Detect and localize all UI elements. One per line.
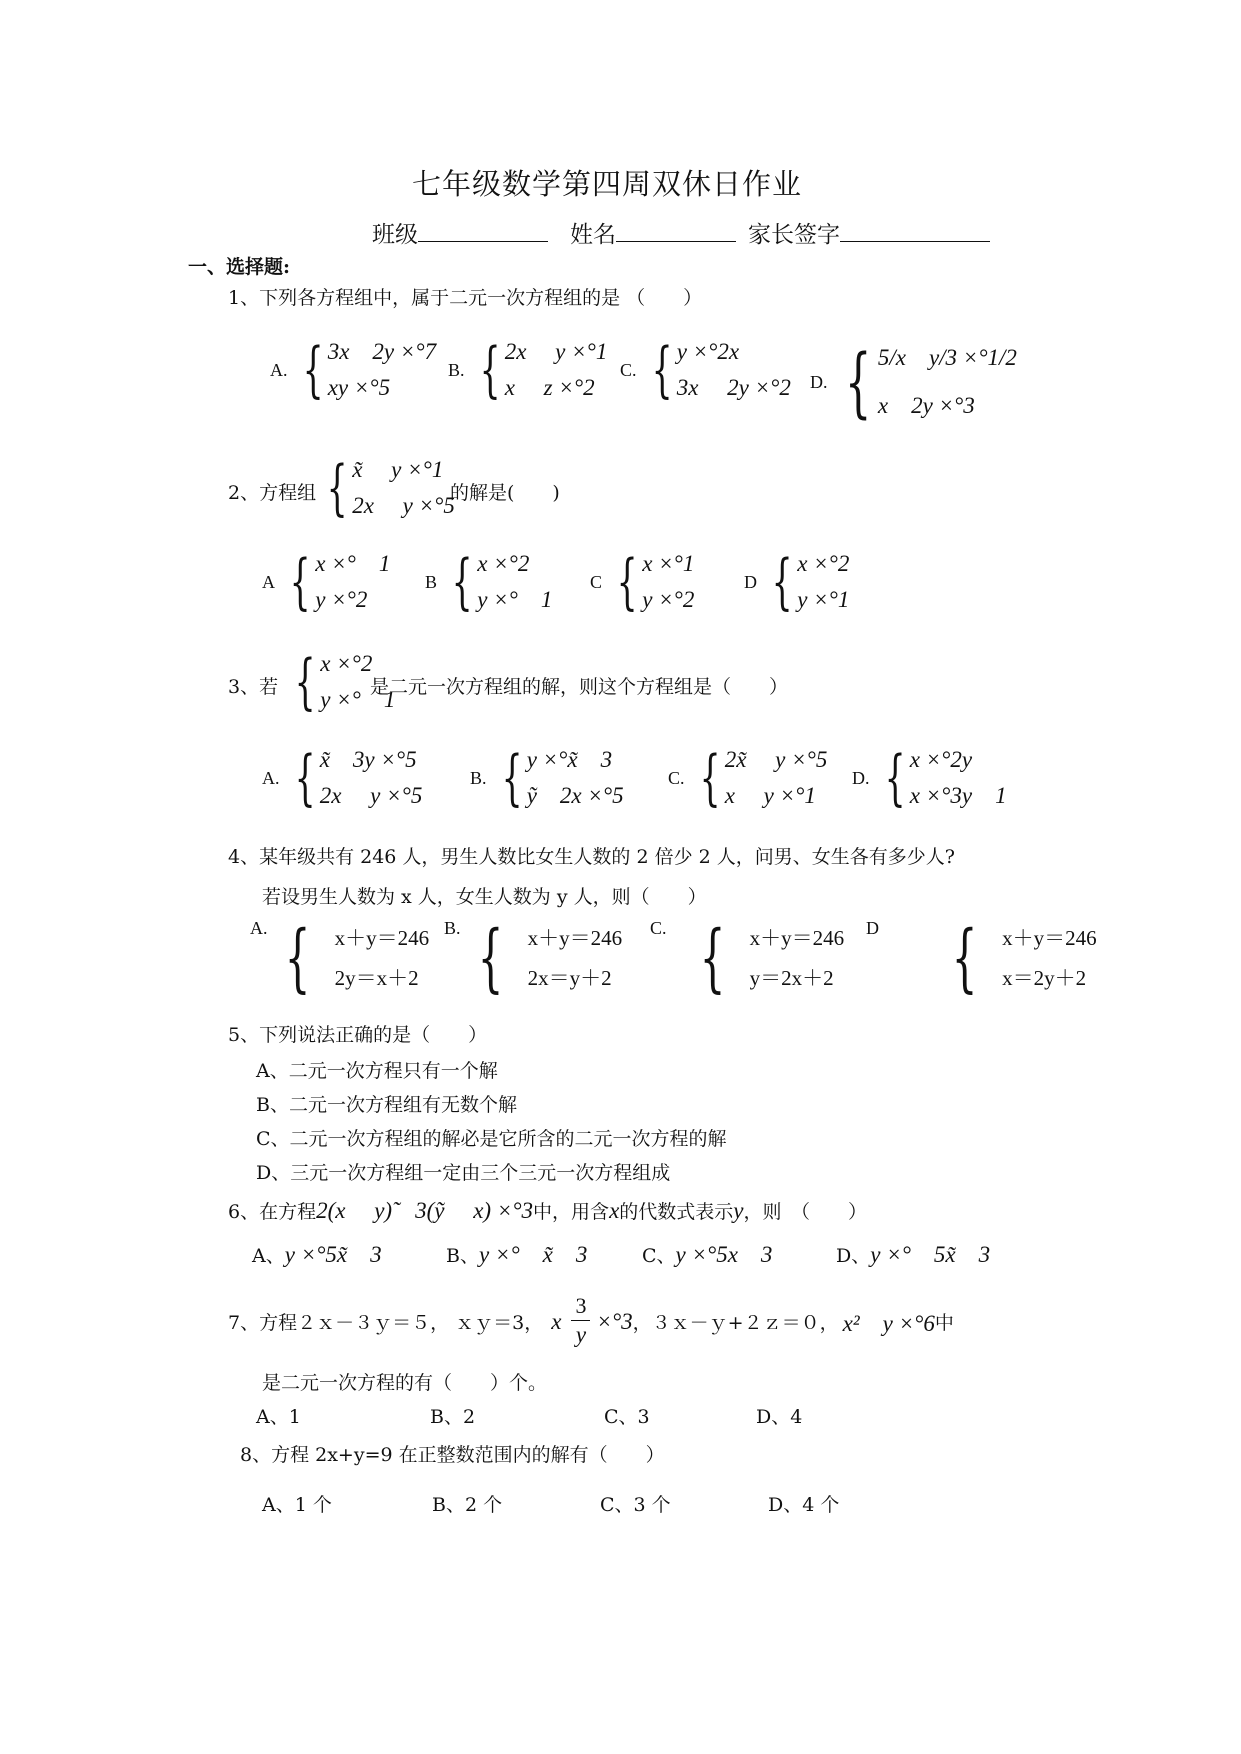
q2-d-line2: y ×°1 xyxy=(797,587,850,612)
brace-icon: { xyxy=(302,335,324,405)
q4-b-line2: 2x＝y＋2 xyxy=(527,966,612,990)
q6-d-expr: y ×° 5x̃ 3 xyxy=(870,1242,991,1267)
q3-option-d xyxy=(852,742,1007,814)
q1-stem: 1、下列各方程组中，属于二元一次方程组的是 （ ） xyxy=(228,287,703,309)
class-blank[interactable] xyxy=(418,219,548,242)
q3-d-line1: x ×°2y xyxy=(909,747,973,772)
q4-option-c xyxy=(650,915,845,1001)
q6-option-d xyxy=(836,1236,990,1269)
q2-option-d xyxy=(744,546,849,618)
q1-option-b xyxy=(448,334,607,406)
brace-icon: { xyxy=(284,915,310,1001)
q4-c-line1: x＋y＝246 xyxy=(749,926,845,950)
brace-icon: { xyxy=(771,547,793,617)
q5-option-c: C、二元一次方程组的解必是它所含的二元一次方程的解 xyxy=(256,1128,727,1150)
brace-icon: { xyxy=(294,743,316,813)
q4-d-line1: x＋y＝246 xyxy=(1002,926,1097,950)
q7-option-d: D、4 xyxy=(756,1406,803,1428)
q6-stem-b: 中，用含 xyxy=(533,1201,610,1223)
q6-d-label: D、 xyxy=(836,1245,871,1267)
q6-stem-a: 6、在方程 xyxy=(228,1201,317,1223)
info-line xyxy=(372,216,990,249)
q7-frac-lhs: x xyxy=(551,1308,562,1334)
q5-option-b: B、二元一次方程组有无数个解 xyxy=(256,1094,517,1116)
q4-option-d-label: D xyxy=(866,918,879,938)
q7-stem-b: ，３ｘ－ｙ+２ｚ＝０， xyxy=(632,1312,839,1334)
q7-frac-den: y xyxy=(575,1322,587,1347)
q2-option-b xyxy=(425,546,552,618)
q6-stem-d: ，则 （ ） xyxy=(743,1201,868,1223)
q1-option-d xyxy=(810,334,1017,430)
q7-stem-a: 7、方程２ｘ－３ｙ＝５， ｘｙ＝3， xyxy=(228,1312,544,1334)
class-label: 班级 xyxy=(372,222,418,248)
q4-option-b-label: B. xyxy=(444,918,461,938)
brace-icon: { xyxy=(616,547,638,617)
q3-option-a-label: A. xyxy=(262,767,280,788)
q3-b-line1: y ×°x̃ 3 xyxy=(526,747,613,772)
q7-option-a: A、1 xyxy=(256,1406,301,1428)
q2-b-line2: y ×° 1 xyxy=(477,587,553,612)
brace-icon: { xyxy=(479,335,501,405)
q5-option-a: A、二元一次方程只有一个解 xyxy=(256,1060,498,1082)
q6-a-expr: y ×°5x̃ 3 xyxy=(284,1242,382,1267)
q6-c-label: C、 xyxy=(642,1245,676,1267)
q4-option-a xyxy=(250,915,430,1001)
q2-sys-line1: x̃ y ×°1 xyxy=(352,457,444,482)
brace-icon: { xyxy=(326,453,348,523)
q3-stem-start: 3、若 xyxy=(228,676,279,698)
q4-c-line2: y＝2x＋2 xyxy=(749,966,834,990)
q3-d-line2: x ×°3y 1 xyxy=(909,783,1007,808)
q1-option-b-label: B. xyxy=(448,359,465,380)
q1-b-line2: x z ×°2 xyxy=(504,375,595,400)
q4-stem-2: 若设男生人数为 x 人，女生人数为 y 人，则（ ） xyxy=(262,886,707,908)
q4-option-b xyxy=(444,915,623,1001)
q3-sys-line1: x ×°2 xyxy=(320,651,373,676)
q5-stem: 5、下列说法正确的是（ ） xyxy=(228,1024,488,1046)
q2-b-line1: x ×°2 xyxy=(477,551,530,576)
q4-b-line1: x＋y＝246 xyxy=(527,926,623,950)
q2-option-c-label: C xyxy=(590,571,603,592)
q3-stem-end: 是二元一次方程组的解，则这个方程组是（ ） xyxy=(370,676,789,698)
q6-x: x xyxy=(609,1198,620,1223)
q7-option-b: B、2 xyxy=(430,1406,476,1428)
q2-d-line1: x ×°2 xyxy=(797,551,850,576)
q7-frac-rhs: ×°3 xyxy=(596,1308,633,1334)
q4-option-c-label: C. xyxy=(650,918,667,938)
brace-icon: { xyxy=(289,547,311,617)
q3-option-c-label: C. xyxy=(668,767,685,788)
q6-option-b xyxy=(446,1236,587,1269)
q8-option-d: D、4 个 xyxy=(768,1494,840,1516)
q2-option-b-label: B xyxy=(425,571,438,592)
q6-stem xyxy=(228,1192,867,1225)
q1-b-line1: 2x y ×°1 xyxy=(504,339,608,364)
q1-option-c xyxy=(620,334,791,406)
q6-stem-c: 的代数式表示 xyxy=(619,1201,734,1223)
section-heading: 一、选择题: xyxy=(188,256,291,278)
page-title: 七年级数学第四周双休日作业 xyxy=(412,167,803,201)
q8-stem: 8、方程 2x+y=9 在正整数范围内的解有（ ） xyxy=(240,1444,665,1466)
q1-c-line2: 3x 2y ×°2 xyxy=(676,375,791,400)
q7-stem xyxy=(228,1294,954,1349)
q7-frac-num: 3 xyxy=(571,1292,590,1321)
q7-stem-c: 中 xyxy=(934,1312,954,1334)
q4-option-d xyxy=(866,915,1097,1001)
brace-icon: { xyxy=(294,647,316,717)
q6-b-label: B、 xyxy=(446,1245,479,1267)
q3-option-b xyxy=(470,742,624,814)
q3-option-a xyxy=(262,742,422,814)
q1-a-line1: 3x 2y ×°7 xyxy=(327,339,437,364)
q2-a-line1: x ×° 1 xyxy=(315,551,391,576)
q2-option-c xyxy=(590,546,694,618)
q2-stem-end: 的解是( ) xyxy=(450,482,560,504)
q1-option-a xyxy=(270,334,436,406)
brace-icon: { xyxy=(477,915,504,1001)
q3-c-line1: 2x̃ y ×°5 xyxy=(724,747,828,772)
q2-c-line2: y ×°2 xyxy=(642,587,695,612)
brace-icon: { xyxy=(699,915,726,1001)
q2-option-d-label: D xyxy=(744,571,757,592)
q7-stem-2: 是二元一次方程的有（ ）个。 xyxy=(262,1372,548,1394)
q6-c-expr: y ×°5x 3 xyxy=(675,1242,773,1267)
q3-sys-line2: y ×° 1 xyxy=(320,687,396,712)
q1-a-line2: xy ×°5 xyxy=(327,375,391,400)
q2-system xyxy=(318,452,455,524)
q7-fraction xyxy=(571,1292,590,1349)
brace-icon: { xyxy=(884,743,906,813)
q1-option-c-label: C. xyxy=(620,359,637,380)
q3-a-line1: x̃ 3y ×°5 xyxy=(319,747,417,772)
name-blank[interactable] xyxy=(616,219,736,242)
parent-sign-blank[interactable] xyxy=(840,219,990,242)
q3-option-c xyxy=(668,742,827,814)
q3-b-line2: ỹ 2x ×°5 xyxy=(526,783,624,808)
q6-b-expr: y ×° x̃ 3 xyxy=(478,1242,588,1267)
q1-option-d-label: D. xyxy=(810,371,828,392)
q1-d-line2: x 2y ×°3 xyxy=(877,393,975,418)
q3-option-b-label: B. xyxy=(470,767,487,788)
brace-icon: { xyxy=(699,743,721,813)
q8-option-a: A、1 个 xyxy=(262,1494,332,1516)
q6-option-a xyxy=(252,1236,382,1269)
q8-option-b: B、2 个 xyxy=(432,1494,503,1516)
q2-a-line2: y ×°2 xyxy=(315,587,368,612)
q4-stem: 4、某年级共有 246 人，男生人数比女生人数的 2 倍少 2 人，问男、女生各有多少人? xyxy=(228,846,955,868)
q4-option-a-label: A. xyxy=(250,918,268,938)
brace-icon: { xyxy=(501,743,523,813)
q8-option-c: C、3 个 xyxy=(600,1494,671,1516)
q1-option-a-label: A. xyxy=(270,359,288,380)
q1-c-line1: y ×°2x xyxy=(676,339,740,364)
brace-icon: { xyxy=(951,915,978,1001)
q6-y: y xyxy=(733,1198,744,1223)
q2-sys-line2: 2x y ×°5 xyxy=(352,493,455,518)
q2-option-a xyxy=(262,546,390,618)
brace-icon: { xyxy=(651,335,673,405)
q3-c-line2: x y ×°1 xyxy=(724,783,816,808)
q6-option-c xyxy=(642,1236,772,1269)
brace-icon: { xyxy=(451,547,473,617)
parent-sign-label: 家长签字 xyxy=(748,222,840,248)
name-label: 姓名 xyxy=(570,222,616,248)
brace-icon: { xyxy=(844,337,871,426)
q4-a-line1: x＋y＝246 xyxy=(334,926,430,950)
q4-d-line2: x＝2y＋2 xyxy=(1002,966,1087,990)
q7-option-c: C、3 xyxy=(604,1406,650,1428)
q7-sq-eq: x² y ×°6 xyxy=(842,1311,935,1336)
q5-option-d: D、三元一次方程组一定由三个三元一次方程组成 xyxy=(256,1162,671,1184)
q2-c-line1: x ×°1 xyxy=(642,551,695,576)
q2-option-a-label: A xyxy=(262,571,275,592)
q3-option-d-label: D. xyxy=(852,767,870,788)
q3-a-line2: 2x y ×°5 xyxy=(319,783,423,808)
q1-d-line1: 5/x y/3 ×°1/2 xyxy=(877,345,1017,370)
q2-stem-start: 2、方程组 xyxy=(228,482,317,504)
q6-a-label: A、 xyxy=(252,1245,285,1267)
q6-equation: 2(x y)̃ 3(ỹ x) ×°3 xyxy=(316,1198,534,1223)
q4-a-line2: 2y＝x＋2 xyxy=(334,966,419,990)
